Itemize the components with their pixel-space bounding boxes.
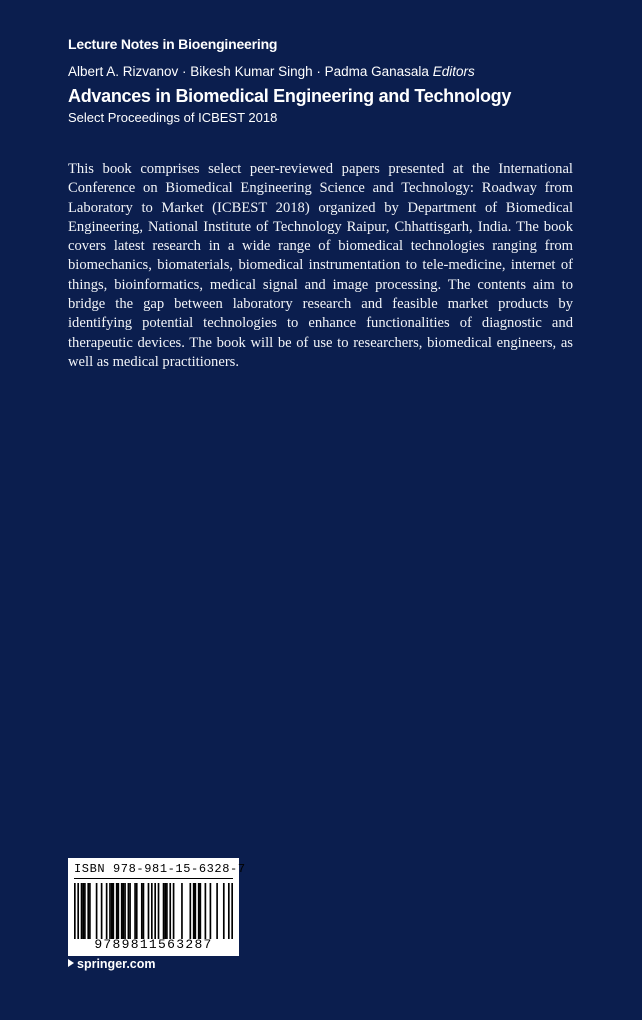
barcode-bar — [109, 883, 111, 939]
barcode-bars — [74, 883, 233, 939]
barcode-bar — [87, 883, 89, 939]
barcode-bar — [181, 883, 183, 939]
barcode-bar — [148, 883, 150, 939]
barcode-bar — [89, 883, 91, 939]
barcode-bar — [106, 883, 108, 939]
book-title: Advances in Biomedical Engineering and Technology — [68, 86, 512, 106]
barcode-bar — [124, 883, 126, 939]
barcode-bar — [123, 883, 125, 939]
barcode-bar — [198, 883, 200, 939]
barcode-bar — [189, 883, 191, 939]
barcode-bar — [173, 883, 175, 939]
barcode-bar — [164, 883, 166, 939]
barcode-bar — [163, 883, 165, 939]
barcode-bar — [193, 883, 195, 939]
barcode-bar — [82, 883, 84, 939]
barcode-digits: 9789811563287 — [94, 937, 213, 952]
barcode-bar — [228, 883, 230, 939]
barcode-bar — [121, 883, 123, 939]
barcode-bar — [166, 883, 168, 939]
barcode-bar — [128, 883, 130, 939]
barcode-bar — [118, 883, 120, 939]
publisher-link[interactable] — [68, 957, 156, 971]
barcode-bar — [101, 883, 103, 939]
editors-role: Editors — [432, 64, 475, 79]
publisher-url: springer.com — [77, 957, 156, 971]
barcode-bar — [205, 883, 207, 939]
barcode-bar — [210, 883, 212, 939]
barcode-bar — [151, 883, 153, 939]
series-title: Lecture Notes in Bioengineering — [68, 36, 278, 52]
barcode-bar — [216, 883, 218, 939]
barcode-bar — [96, 883, 98, 939]
barcode-bar — [143, 883, 145, 939]
arrow-right-icon — [68, 959, 74, 967]
barcode-bar — [81, 883, 83, 939]
barcode-bar — [195, 883, 197, 939]
isbn-barcode — [68, 858, 246, 956]
barcode-bar — [158, 883, 160, 939]
book-description: This book comprises select peer-reviewed papers presented at the International Conference on Biomedical Engineering Science and Technology: Roadway from Laboratory to Market (ICBEST 2018) organized by Department of Biomedical Engineering, National Institute of Technology Raipur, Chhattisgarh, India. The book covers latest research in a wide range of biomedical technologies ranging from biomechanics, biomaterials, biomedical instrumentation to tele-medicine, internet of things, bioinformatics, medical signal and image processing. The contents aim to bridge the gap between laboratory research and feasible market products by identifying potential technologies to enhance functionalities of diagnostic and therapeutic devices. The book will be of use to researchers, biomedical engineers, as well as medical practitioners. — [68, 161, 573, 370]
isbn-label: ISBN 978-981-15-6328-7 — [74, 862, 233, 879]
barcode-bar — [223, 883, 225, 939]
barcode-bar — [134, 883, 136, 939]
barcode-bar — [116, 883, 118, 939]
editor-names: Albert A. Rizvanov · Bikesh Kumar Singh · Padma Ganasala — [68, 64, 429, 79]
barcode-bar — [84, 883, 86, 939]
barcode-bar — [169, 883, 171, 939]
barcode-bar — [141, 883, 143, 939]
barcode-bar — [77, 883, 79, 939]
barcode-bar — [112, 883, 114, 939]
editors-line — [68, 64, 475, 79]
barcode-bar — [231, 883, 233, 939]
barcode-bar — [111, 883, 113, 939]
barcode-bar — [200, 883, 202, 939]
barcode-bar — [129, 883, 131, 939]
barcode-bar — [136, 883, 138, 939]
barcode-bar — [74, 883, 76, 939]
book-subtitle: Select Proceedings of ICBEST 2018 — [68, 110, 278, 125]
barcode-bar — [154, 883, 156, 939]
